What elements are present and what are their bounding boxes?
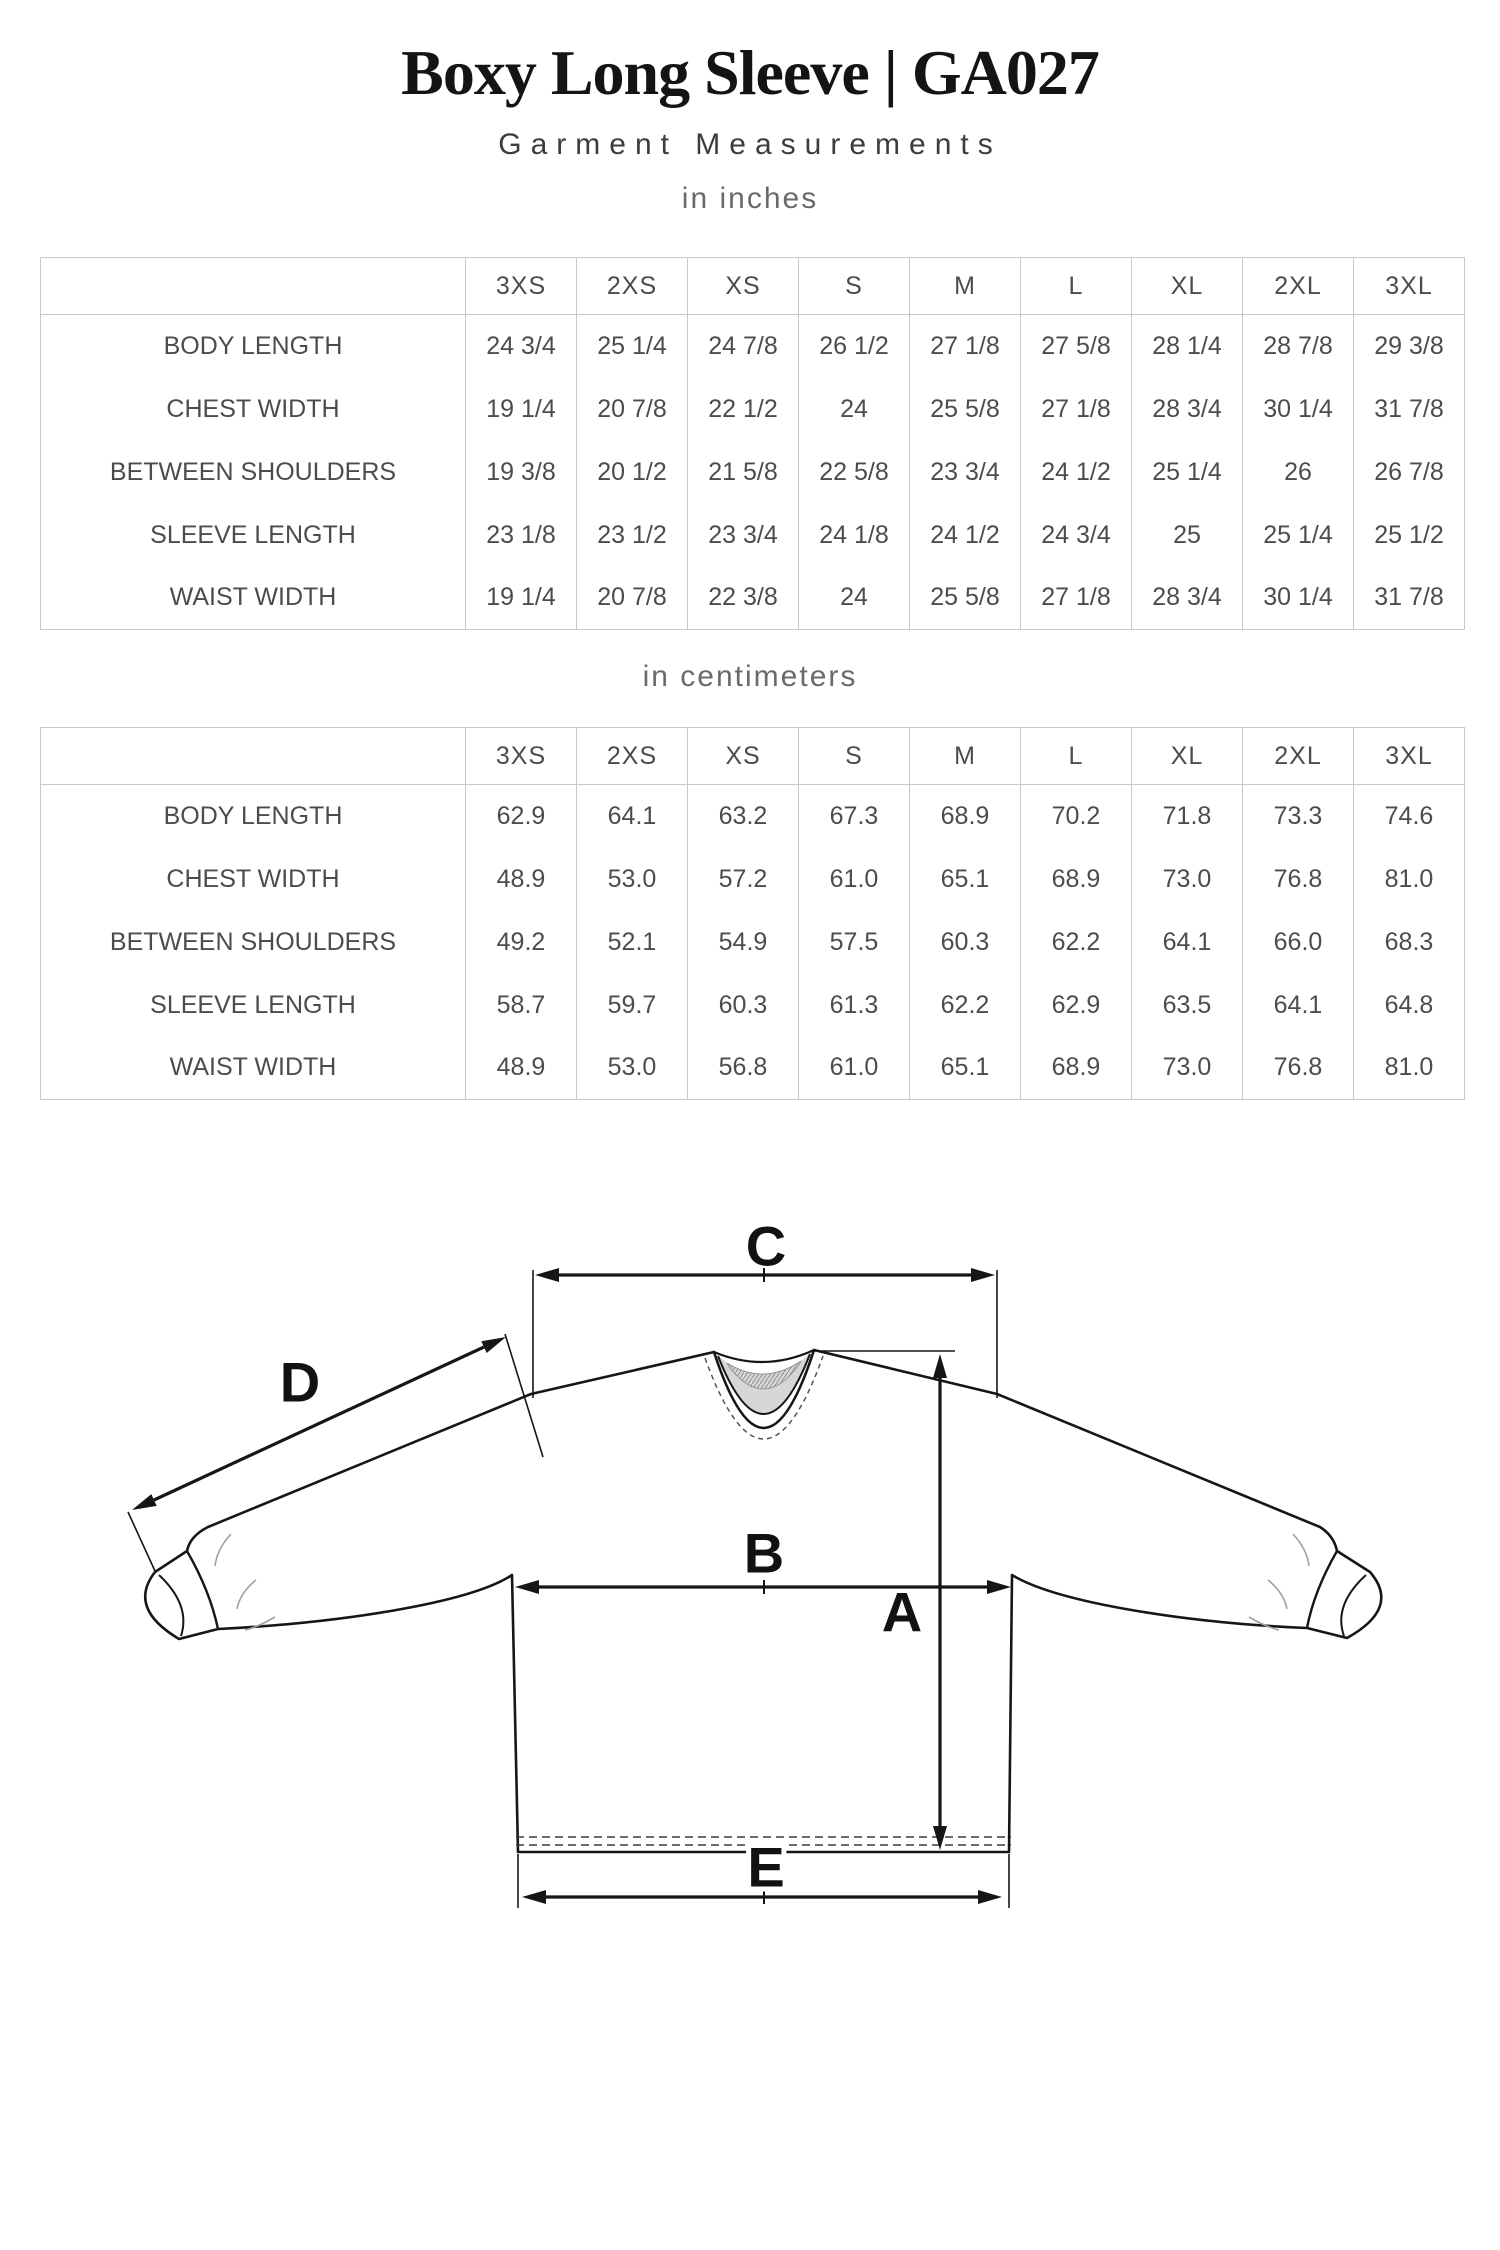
unit-label-inches: in inches	[681, 182, 819, 215]
size-column-header: 2XL	[1243, 258, 1354, 315]
size-column-header: M	[910, 728, 1021, 785]
corner-cell	[41, 258, 466, 315]
measurement-value: 23 3/4	[910, 441, 1021, 504]
measurement-value: 25	[1132, 504, 1243, 567]
measurement-value: 19 1/4	[466, 567, 577, 630]
measurement-label: SLEEVE LENGTH	[41, 974, 466, 1037]
measurement-value: 59.7	[577, 974, 688, 1037]
measurement-row	[41, 567, 1465, 630]
size-header-row	[41, 258, 1465, 315]
measurement-value: 26	[1243, 441, 1354, 504]
size-column-header: XL	[1132, 258, 1243, 315]
dim-label-a: A	[881, 1580, 923, 1644]
page-title: Boxy Long Sleeve | GA027	[401, 37, 1099, 108]
size-column-header: 3XL	[1354, 728, 1465, 785]
dim-label-e: E	[747, 1835, 785, 1899]
measurement-value: 27 1/8	[1021, 378, 1132, 441]
garment-figure	[145, 1350, 1381, 1852]
size-column-header: 2XS	[577, 258, 688, 315]
measurement-value: 20 1/2	[577, 441, 688, 504]
measurement-value: 27 5/8	[1021, 315, 1132, 378]
measurement-value: 24 3/4	[1021, 504, 1132, 567]
measurement-label: BETWEEN SHOULDERS	[41, 441, 466, 504]
size-column-header: XS	[688, 728, 799, 785]
page-subtitle: Garment Measurements	[498, 128, 1002, 161]
measurement-value: 61.3	[799, 974, 910, 1037]
measurement-value: 73.3	[1243, 785, 1354, 848]
measurement-value: 60.3	[688, 974, 799, 1037]
measurement-value: 25 1/2	[1354, 504, 1465, 567]
measurement-value: 31 7/8	[1354, 378, 1465, 441]
measurement-value: 25 1/4	[1243, 504, 1354, 567]
measurement-value: 53.0	[577, 1037, 688, 1100]
measurement-value: 64.1	[1132, 911, 1243, 974]
measurement-label: CHEST WIDTH	[41, 848, 466, 911]
measurement-value: 24	[799, 378, 910, 441]
measurement-label: BODY LENGTH	[41, 785, 466, 848]
measurement-label: WAIST WIDTH	[41, 567, 466, 630]
corner-cell	[41, 728, 466, 785]
measurement-value: 71.8	[1132, 785, 1243, 848]
measurement-value: 64.1	[577, 785, 688, 848]
arrowhead-e-left	[522, 1890, 546, 1904]
size-column-header: L	[1021, 728, 1132, 785]
measurement-value: 25 5/8	[910, 378, 1021, 441]
arrowhead-a-top	[933, 1354, 947, 1378]
measurement-value: 53.0	[577, 848, 688, 911]
measurement-value: 76.8	[1243, 848, 1354, 911]
size-header-row	[41, 728, 1465, 785]
size-column-header: 3XL	[1354, 258, 1465, 315]
measurement-value: 31 7/8	[1354, 567, 1465, 630]
measurement-value: 73.0	[1132, 1037, 1243, 1100]
measurement-value: 23 3/4	[688, 504, 799, 567]
measurement-row	[41, 911, 1465, 974]
measurement-value: 63.5	[1132, 974, 1243, 1037]
measurement-value: 28 7/8	[1243, 315, 1354, 378]
measurement-value: 67.3	[799, 785, 910, 848]
measurement-row	[41, 378, 1465, 441]
measurement-value: 23 1/2	[577, 504, 688, 567]
measurement-value: 19 3/8	[466, 441, 577, 504]
measurement-row	[41, 315, 1465, 378]
measurement-value: 52.1	[577, 911, 688, 974]
size-column-header: 3XS	[466, 728, 577, 785]
size-column-header: S	[799, 728, 910, 785]
measurement-value: 27 1/8	[910, 315, 1021, 378]
measurement-value: 25 1/4	[577, 315, 688, 378]
arrowhead-d-lower	[132, 1494, 157, 1510]
measurement-value: 28 3/4	[1132, 567, 1243, 630]
size-column-header: XL	[1132, 728, 1243, 785]
measurement-value: 68.9	[1021, 1037, 1132, 1100]
measurement-value: 81.0	[1354, 1037, 1465, 1100]
measurement-value: 48.9	[466, 848, 577, 911]
size-column-header: S	[799, 258, 910, 315]
garment-outline	[145, 1350, 1381, 1852]
measurement-value: 76.8	[1243, 1037, 1354, 1100]
measurement-value: 49.2	[466, 911, 577, 974]
measurement-value: 27 1/8	[1021, 567, 1132, 630]
measurement-value: 20 7/8	[577, 378, 688, 441]
measurement-value: 24 7/8	[688, 315, 799, 378]
measurement-row	[41, 785, 1465, 848]
measurement-row	[41, 504, 1465, 567]
measurement-value: 56.8	[688, 1037, 799, 1100]
measurement-value: 64.8	[1354, 974, 1465, 1037]
measurement-value: 68.3	[1354, 911, 1465, 974]
arrowhead-c-right	[971, 1268, 995, 1282]
measurement-value: 81.0	[1354, 848, 1465, 911]
measurement-value: 24	[799, 567, 910, 630]
measurement-row	[41, 974, 1465, 1037]
measurement-value: 62.2	[1021, 911, 1132, 974]
measurement-value: 22 3/8	[688, 567, 799, 630]
measurement-label: SLEEVE LENGTH	[41, 504, 466, 567]
measurement-value: 57.5	[799, 911, 910, 974]
measurement-row	[41, 1037, 1465, 1100]
measurement-value: 66.0	[1243, 911, 1354, 974]
ext-d-lower	[128, 1512, 155, 1571]
measurement-value: 60.3	[910, 911, 1021, 974]
measurement-value: 61.0	[799, 848, 910, 911]
dim-label-b: B	[743, 1521, 785, 1585]
measurement-value: 22 5/8	[799, 441, 910, 504]
measurement-value: 24 1/2	[910, 504, 1021, 567]
measurement-value: 25 5/8	[910, 567, 1021, 630]
size-column-header: L	[1021, 258, 1132, 315]
measurement-value: 62.2	[910, 974, 1021, 1037]
measurement-value: 25 1/4	[1132, 441, 1243, 504]
measurement-label: WAIST WIDTH	[41, 1037, 466, 1100]
measurement-value: 30 1/4	[1243, 378, 1354, 441]
measurement-value: 23 1/8	[466, 504, 577, 567]
measurement-row	[41, 441, 1465, 504]
measurement-value: 22 1/2	[688, 378, 799, 441]
measurement-value: 70.2	[1021, 785, 1132, 848]
measurement-value: 68.9	[910, 785, 1021, 848]
measurement-value: 24 1/2	[1021, 441, 1132, 504]
garment-diagram-svg	[0, 1150, 1500, 1940]
measurement-value: 24 1/8	[799, 504, 910, 567]
dim-label-c: C	[745, 1214, 787, 1278]
size-column-header: XS	[688, 258, 799, 315]
measurement-value: 61.0	[799, 1037, 910, 1100]
measurement-value: 29 3/8	[1354, 315, 1465, 378]
arrowhead-d-upper	[481, 1337, 506, 1353]
unit-label-centimeters: in centimeters	[642, 660, 858, 693]
measurement-table-centimeters	[40, 727, 1465, 1100]
measurement-value: 74.6	[1354, 785, 1465, 848]
measurement-value: 30 1/4	[1243, 567, 1354, 630]
measurement-value: 28 3/4	[1132, 378, 1243, 441]
measurement-label: BODY LENGTH	[41, 315, 466, 378]
measurement-value: 68.9	[1021, 848, 1132, 911]
measurement-value: 57.2	[688, 848, 799, 911]
measurement-value: 24 3/4	[466, 315, 577, 378]
measurement-value: 26 7/8	[1354, 441, 1465, 504]
measurement-value: 28 1/4	[1132, 315, 1243, 378]
measurement-value: 19 1/4	[466, 378, 577, 441]
measurement-value: 26 1/2	[799, 315, 910, 378]
measurement-label: BETWEEN SHOULDERS	[41, 911, 466, 974]
size-column-header: M	[910, 258, 1021, 315]
measurement-value: 62.9	[466, 785, 577, 848]
measurement-value: 54.9	[688, 911, 799, 974]
measurement-value: 64.1	[1243, 974, 1354, 1037]
measurement-value: 73.0	[1132, 848, 1243, 911]
dim-label-d: D	[279, 1350, 321, 1414]
arrowhead-c-left	[535, 1268, 559, 1282]
measurement-value: 48.9	[466, 1037, 577, 1100]
measurement-value: 58.7	[466, 974, 577, 1037]
garment-diagram	[0, 1150, 1500, 1940]
measurement-value: 65.1	[910, 848, 1021, 911]
measurement-value: 65.1	[910, 1037, 1021, 1100]
measurement-label: CHEST WIDTH	[41, 378, 466, 441]
measurement-row	[41, 848, 1465, 911]
size-column-header: 2XS	[577, 728, 688, 785]
measurement-value: 63.2	[688, 785, 799, 848]
size-column-header: 3XS	[466, 258, 577, 315]
measurement-value: 21 5/8	[688, 441, 799, 504]
measurement-value: 20 7/8	[577, 567, 688, 630]
size-column-header: 2XL	[1243, 728, 1354, 785]
measurement-value: 62.9	[1021, 974, 1132, 1037]
arrowhead-e-right	[978, 1890, 1002, 1904]
measurement-table-inches	[40, 257, 1465, 630]
